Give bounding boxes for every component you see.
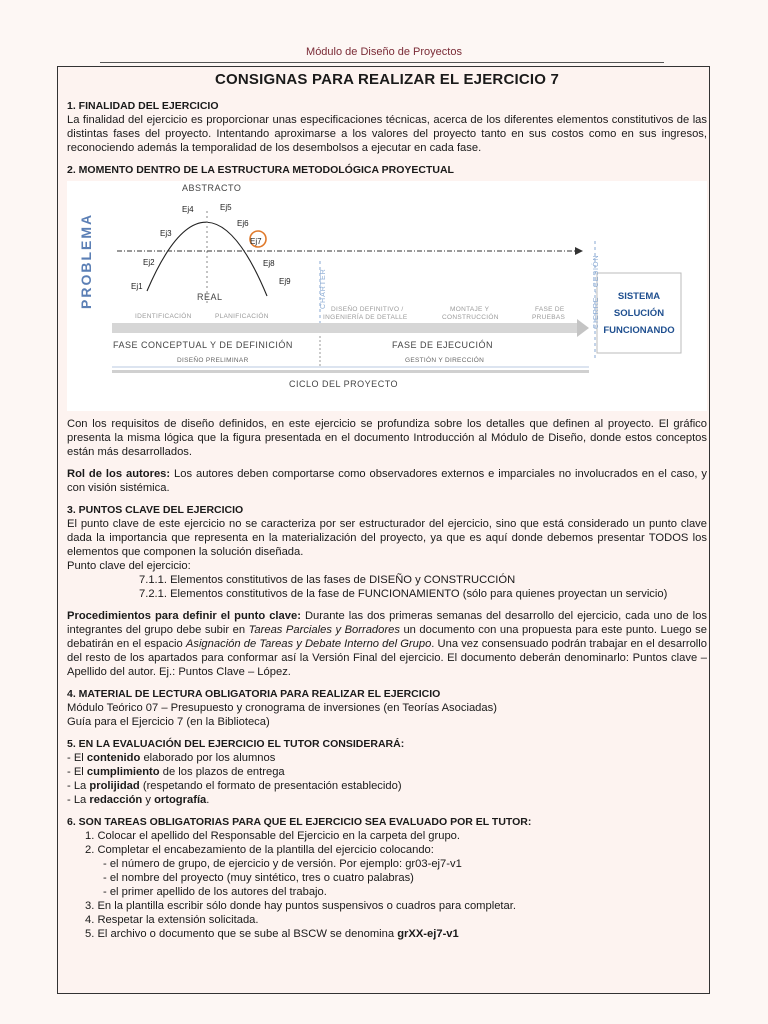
section-6-line-2: 2. Completar el encabezamiento de la plantilla del ejercicio colocando: <box>85 844 434 856</box>
rol-autores-label: Rol de los autores: <box>67 468 171 480</box>
label-identificacion: IDENTIFICACIÓN <box>135 313 192 320</box>
section-5-item <box>67 751 707 765</box>
label-ej1: Ej1 <box>131 282 143 291</box>
s5-item-1-post: de los plazos de entrega <box>159 766 285 778</box>
section-4-heading: 4. MATERIAL DE LECTURA OBLIGATORIA PARA REALIZAR EL EJERCICIO <box>67 688 441 700</box>
s5-item-1-bold: cumplimiento <box>86 766 160 778</box>
section-1-heading: 1. FINALIDAD DEL EJERCICIO <box>67 100 219 112</box>
section-4-line-2: Guía para el Ejercicio 7 (en la Biblioteca) <box>67 716 270 728</box>
label-ej3: Ej3 <box>160 229 172 238</box>
section-3-body: El punto clave de este ejercicio no se caracteriza por ser estructurador del ejercicio, sino que está considerado un punto clave dada la importancia que representa en la materialización del proyecto, ya que es aquí donde debemos presentar TODOS los elementos que componen la solución diseñada. <box>67 518 707 558</box>
section-5-heading: 5. EN LA EVALUACIÓN DEL EJERCICIO EL TUTOR CONSIDERARÁ: <box>67 738 405 750</box>
proc-text-1: Durante las dos primeras semanas del desarrollo del ejercicio, cada uno de los integrantes del grupo debe subir en <box>67 610 707 636</box>
label-fase-pruebas-1: FASE DE <box>535 306 565 313</box>
s5-item-0-bold: contenido <box>86 752 141 764</box>
section-6-line-2c: - el primer apellido de los autores del trabajo. <box>103 886 327 898</box>
section-4-line-1: Módulo Teórico 07 – Presupuesto y cronograma de inversiones (en Teorías Asociadas) <box>67 702 497 714</box>
s6-l5-text: 5. El archivo o documento que se sube al BSCW se denomina <box>85 928 398 940</box>
label-ej8: Ej8 <box>263 259 275 268</box>
label-diseno-definitivo-1: DISEÑO DEFINITIVO / <box>331 306 404 313</box>
procedimientos-label: Procedimientos para definir el punto clave: <box>67 610 301 622</box>
s5-item-2-pre: - La <box>67 780 90 792</box>
label-problema: PROBLEMA <box>78 212 94 309</box>
document-body <box>67 70 707 941</box>
section-2-heading: 2. MOMENTO DENTRO DE LA ESTRUCTURA METODOLÓGICA PROYECTUAL <box>67 164 454 176</box>
label-ej5: Ej5 <box>220 203 232 212</box>
s5-item-3-pre: - La <box>67 794 90 806</box>
header-rule <box>100 62 664 63</box>
label-charter: CHARTER <box>320 268 327 309</box>
label-ej6: Ej6 <box>237 219 249 228</box>
procedimientos-paragraph <box>67 609 707 679</box>
label-ej2: Ej2 <box>143 258 155 267</box>
section-6-line-1: 1. Colocar el apellido del Responsable del Ejercicio en la carpeta del grupo. <box>85 830 461 842</box>
label-planificacion: PLANIFICACIÓN <box>215 313 269 320</box>
section-6-line-2b: - el nombre del proyecto (muy sintético, tres o cuatro palabras) <box>103 872 414 884</box>
project-cycle-diagram <box>67 181 707 411</box>
label-fase-conceptual: FASE CONCEPTUAL Y DE DEFINICIÓN <box>113 340 293 350</box>
proc-text-2: un documento con una propuesta para este punto. Luego se debatirán en el espacio <box>67 624 707 650</box>
label-cierre-cesion: CIERRE - CESIÓN <box>593 254 600 329</box>
section-6-line-5 <box>67 927 707 941</box>
rol-autores-text: Los autores deben comportarse como observadores externos e imparciales no involucrados en el caso, y con visión sistémica. <box>67 468 707 494</box>
label-ciclo-proyecto: CICLO DEL PROYECTO <box>289 379 399 389</box>
section-6-line-2a: - el número de grupo, de ejercicio y de versión. Por ejemplo: gr03-ej7-v1 <box>103 858 462 870</box>
section-3-item-1: 7.1.1. Elementos constitutivos de las fases de DISEÑO y CONSTRUCCIÓN <box>139 574 516 586</box>
rol-autores-paragraph <box>67 467 707 495</box>
label-abstracto: ABSTRACTO <box>182 183 242 193</box>
page-title: CONSIGNAS PARA REALIZAR EL EJERCICIO 7 <box>214 71 560 88</box>
sistema-solucion-box <box>597 273 681 353</box>
s5-item-1-pre: - El <box>67 766 87 778</box>
section-5-item <box>67 779 707 793</box>
horizontal-arrowhead <box>575 247 583 255</box>
s5-item-3-bold2: ortografía <box>154 794 207 806</box>
s5-item-2-bold: prolijidad <box>89 780 140 792</box>
section-5-item <box>67 765 707 779</box>
section-3-item-2: 7.2.1. Elementos constitutivos de la fase de FUNCIONAMIENTO (sólo para quienes proyectan un servicio) <box>139 588 668 600</box>
label-gestion-direccion: GESTIÓN Y DIRECCIÓN <box>405 357 485 364</box>
section-3-sub: Punto clave del ejercicio: <box>67 560 191 572</box>
proc-italic-1: Tareas Parciales y Borradores <box>248 624 400 636</box>
section-3-heading: 3. PUNTOS CLAVE DEL EJERCICIO <box>67 504 244 516</box>
sistema-line-3: FUNCIONANDO <box>603 324 675 336</box>
running-header: Módulo de Diseño de Proyectos <box>306 46 462 58</box>
proc-text-3: . Una vez consensuado podrán trabajar en el desarrollo del resto de los apartados para conformar así la Versión Final del ejercicio. El documento deberán denominarlo: Puntos clave – Apellido del autor. Ej.: Puntos Clave – López. <box>67 638 707 678</box>
s6-l5-filename: grXX-ej7-v1 <box>397 928 459 940</box>
label-diseno-definitivo-2: INGENIERÍA DE DETALLE <box>323 314 408 321</box>
s5-item-3-post: y <box>142 794 155 806</box>
section-2-explanation: Con los requisitos de diseño definidos, en este ejercicio se profundiza sobre los detalles que definen al proyecto. El gráfico presenta la misma lógica que la figura presentada en el documento Introducción al Módulo de Diseño, donde estos conceptos están más desarrollados. <box>67 418 707 458</box>
section-6-line-4: 4. Respetar la extensión solicitada. <box>85 914 259 926</box>
label-fase-ejecucion: FASE DE EJECUCIÓN <box>392 340 494 350</box>
s5-item-3-bold: redacción <box>89 794 143 806</box>
label-montaje-1: MONTAJE Y <box>450 306 490 313</box>
label-ej9: Ej9 <box>279 277 291 286</box>
label-real: REAL <box>197 292 223 302</box>
s5-item-0-post: elaborado por los alumnos <box>140 752 276 764</box>
label-diseno-preliminar: DISEÑO PRELIMINAR <box>177 357 249 364</box>
section-6-line-3: 3. En la plantilla escribir sólo donde hay puntos suspensivos o cuadros para completar. <box>85 900 516 912</box>
label-ej7: Ej7 <box>250 237 262 246</box>
label-montaje-2: CONSTRUCCIÓN <box>442 314 499 321</box>
sistema-line-2: SOLUCIÓN <box>613 307 665 319</box>
section-6-heading: 6. SON TAREAS OBLIGATORIAS PARA QUE EL EJERCICIO SEA EVALUADO POR EL TUTOR: <box>67 816 532 828</box>
s5-item-0-pre: - El <box>67 752 87 764</box>
sistema-line-1: SISTEMA <box>617 290 661 302</box>
proc-italic-2: Asignación de Tareas y Debate Interno del Grupo <box>185 638 432 650</box>
s5-item-3-post2: . <box>206 794 210 806</box>
section-1-body: La finalidad del ejercicio es proporcionar unas especificaciones técnicas, acerca de los diferentes elementos constitutivos de las distintas fases del proyecto. Intentando aproximarse a los valores del proyecto tanto en sus costos como en sus ingresos, reconociendo además la temporalidad de los desembolsos a ejecutar en cada fase. <box>67 114 707 154</box>
section-5-item <box>67 793 707 807</box>
s5-item-2-post: (respetando el formato de presentación establecido) <box>139 780 402 792</box>
label-fase-pruebas-2: PRUEBAS <box>532 314 566 321</box>
label-ej4: Ej4 <box>182 205 194 214</box>
